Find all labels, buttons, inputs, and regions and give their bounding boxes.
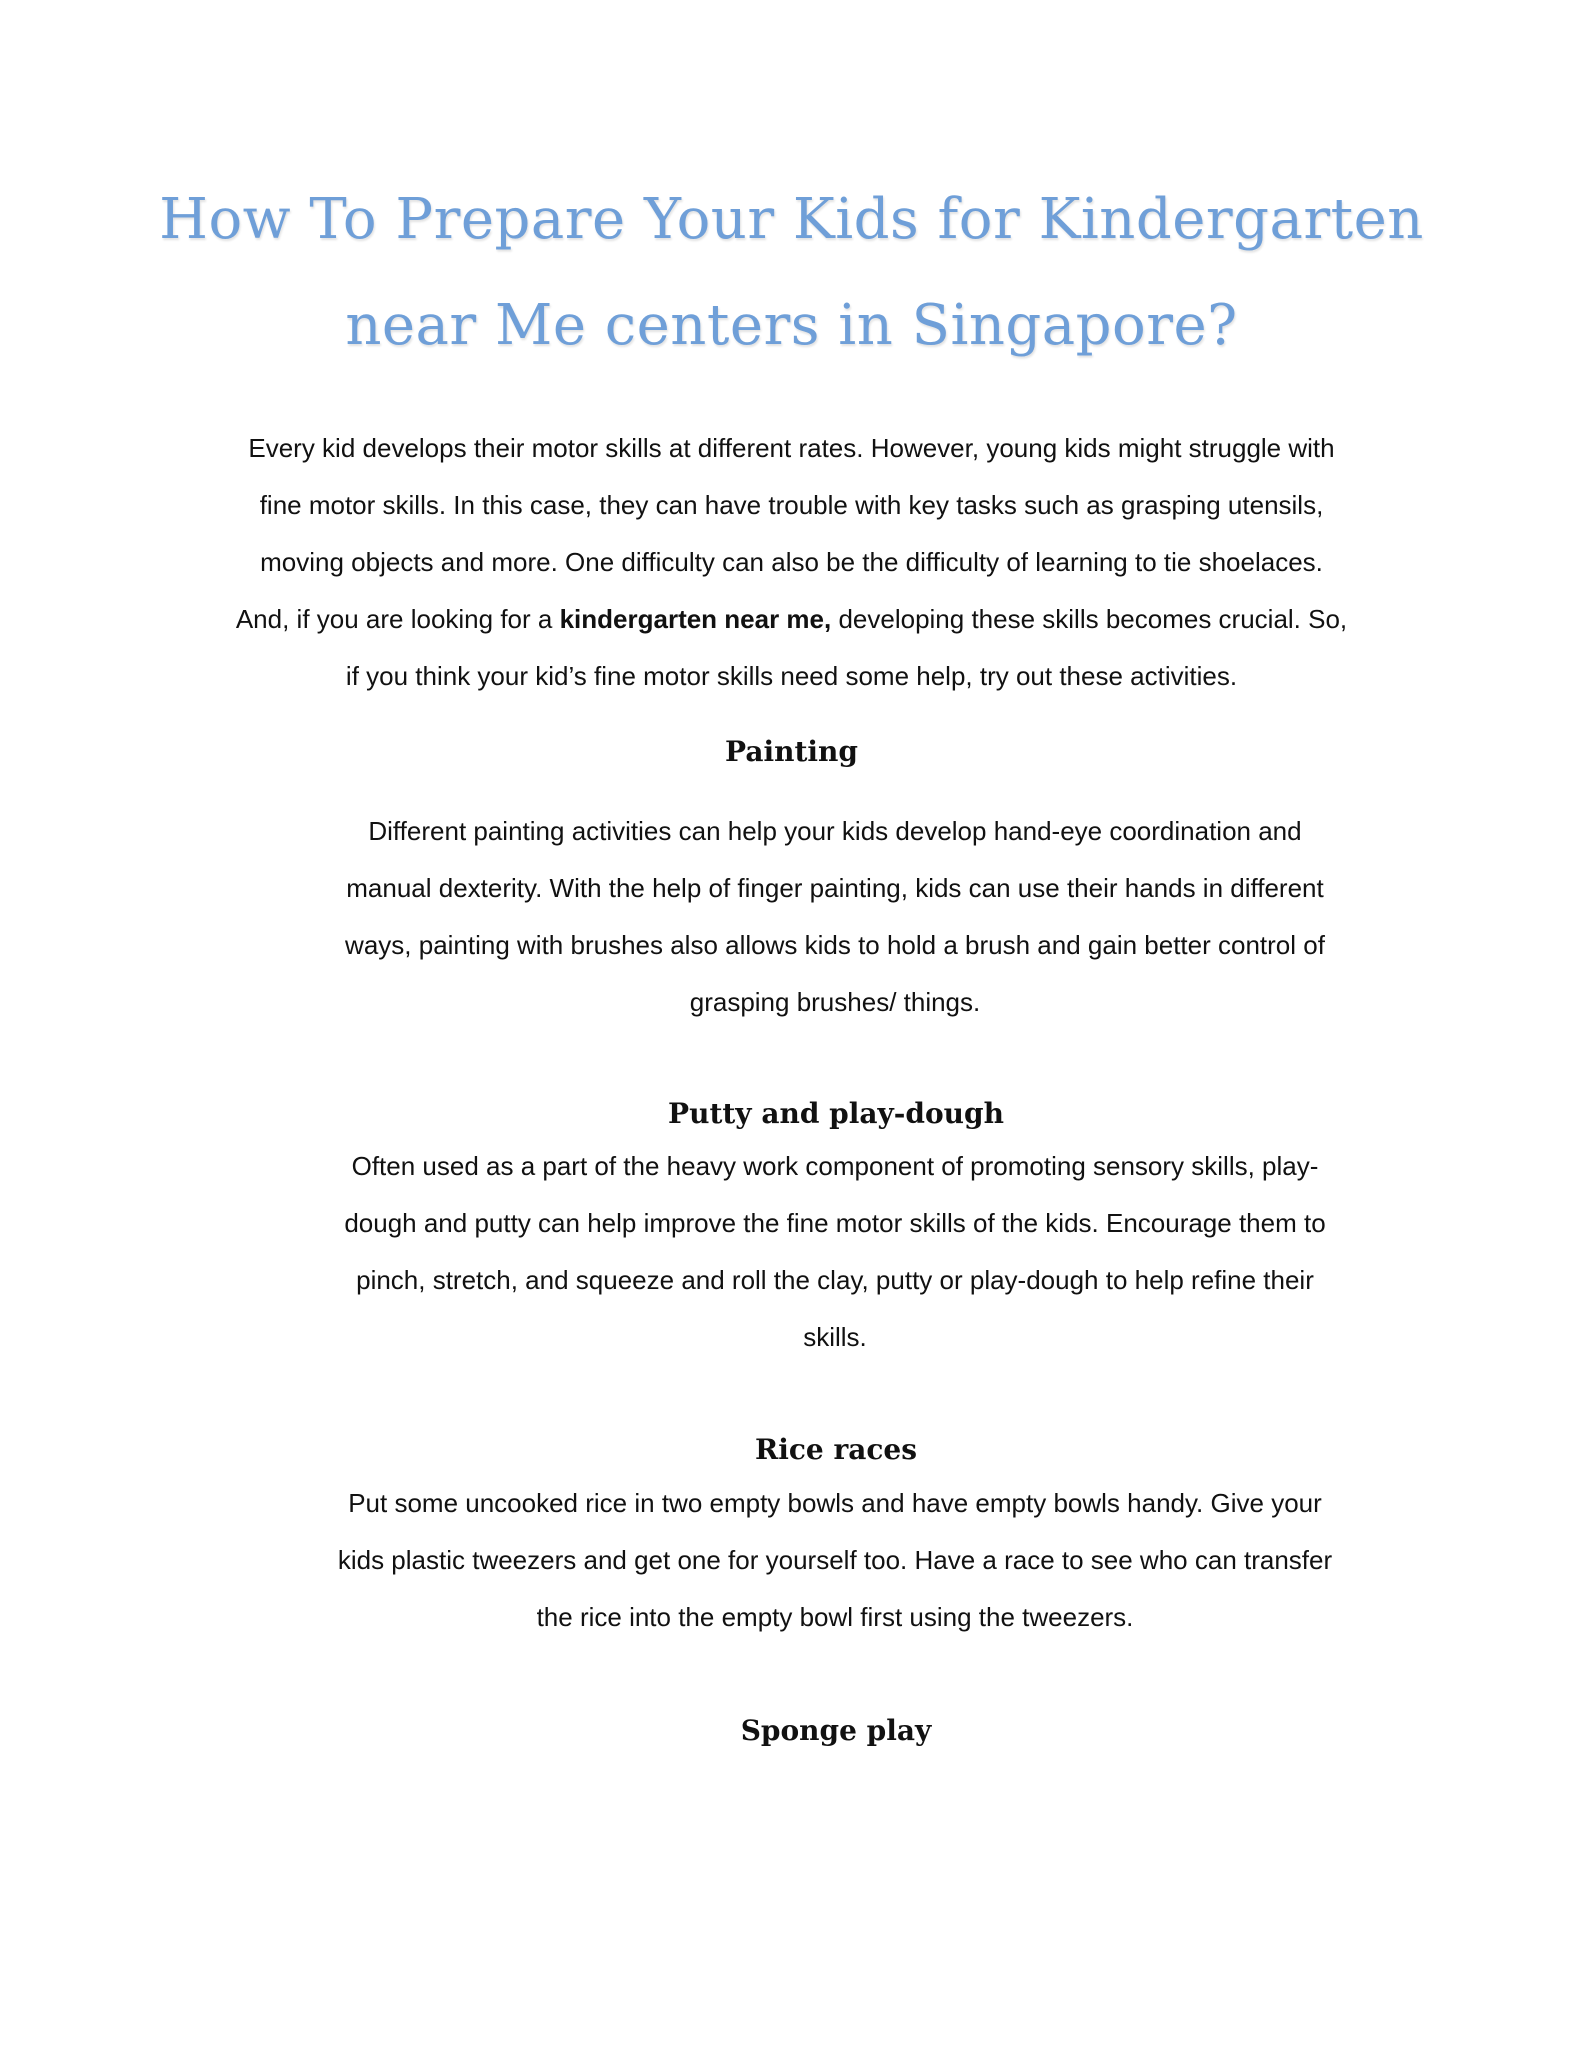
keyword-kindergarten-near-me: kindergarten near me, [559, 604, 832, 634]
putty-line: Often used as a part of the heavy work component of promoting sensory skills, play- [351, 1151, 1319, 1181]
title-line-2: near Me centers in Singapore? [345, 293, 1238, 358]
painting-line: grasping brushes/ things. [689, 987, 981, 1017]
rice-line: the rice into the empty bowl first using the tweezers. [536, 1602, 1134, 1632]
putty-paragraph [270, 1138, 1400, 1366]
intro-text-segment: And, if you are looking for a [235, 604, 560, 634]
intro-line [170, 591, 1413, 648]
intro-line: if you think your kid’s fine motor skills need some help, try out these activities. [345, 661, 1238, 691]
rice-line: kids plastic tweezers and get one for yourself too. Have a race to see who can transfer [337, 1545, 1333, 1575]
intro-paragraph [170, 420, 1413, 705]
rice-line: Put some uncooked rice in two empty bowls and have empty bowls handy. Give your [348, 1488, 1322, 1518]
intro-text-segment: developing these skills becomes crucial. So, [831, 604, 1348, 634]
intro-line: Every kid develops their motor skills at different rates. However, young kids might struggle with [248, 433, 1335, 463]
section-heading-rice-races: Rice races [754, 1433, 918, 1466]
section-heading-sponge-play: Sponge play [740, 1714, 932, 1747]
putty-line: pinch, stretch, and squeeze and roll the clay, putty or play-dough to help refine their [356, 1265, 1314, 1295]
page-title [0, 167, 1583, 379]
section-heading-putty: Putty and play-dough [668, 1097, 1004, 1130]
section-heading-painting: Painting [725, 735, 858, 768]
painting-line: ways, painting with brushes also allows kids to hold a brush and gain better control of [345, 930, 1325, 960]
painting-line: Different painting activities can help your kids develop hand-eye coordination and [368, 816, 1302, 846]
title-line-1: How To Prepare Your Kids for Kindergarten [159, 187, 1424, 252]
rice-races-paragraph [270, 1475, 1400, 1646]
putty-line: skills. [803, 1322, 867, 1352]
intro-line: moving objects and more. One difficulty can also be the difficulty of learning to tie shoelaces. [260, 547, 1323, 577]
painting-line: manual dexterity. With the help of finger painting, kids can use their hands in different [346, 873, 1324, 903]
painting-paragraph [270, 803, 1400, 1031]
intro-line: fine motor skills. In this case, they can have trouble with key tasks such as grasping utensils, [259, 490, 1324, 520]
putty-line: dough and putty can help improve the fine motor skills of the kids. Encourage them to [344, 1208, 1326, 1238]
